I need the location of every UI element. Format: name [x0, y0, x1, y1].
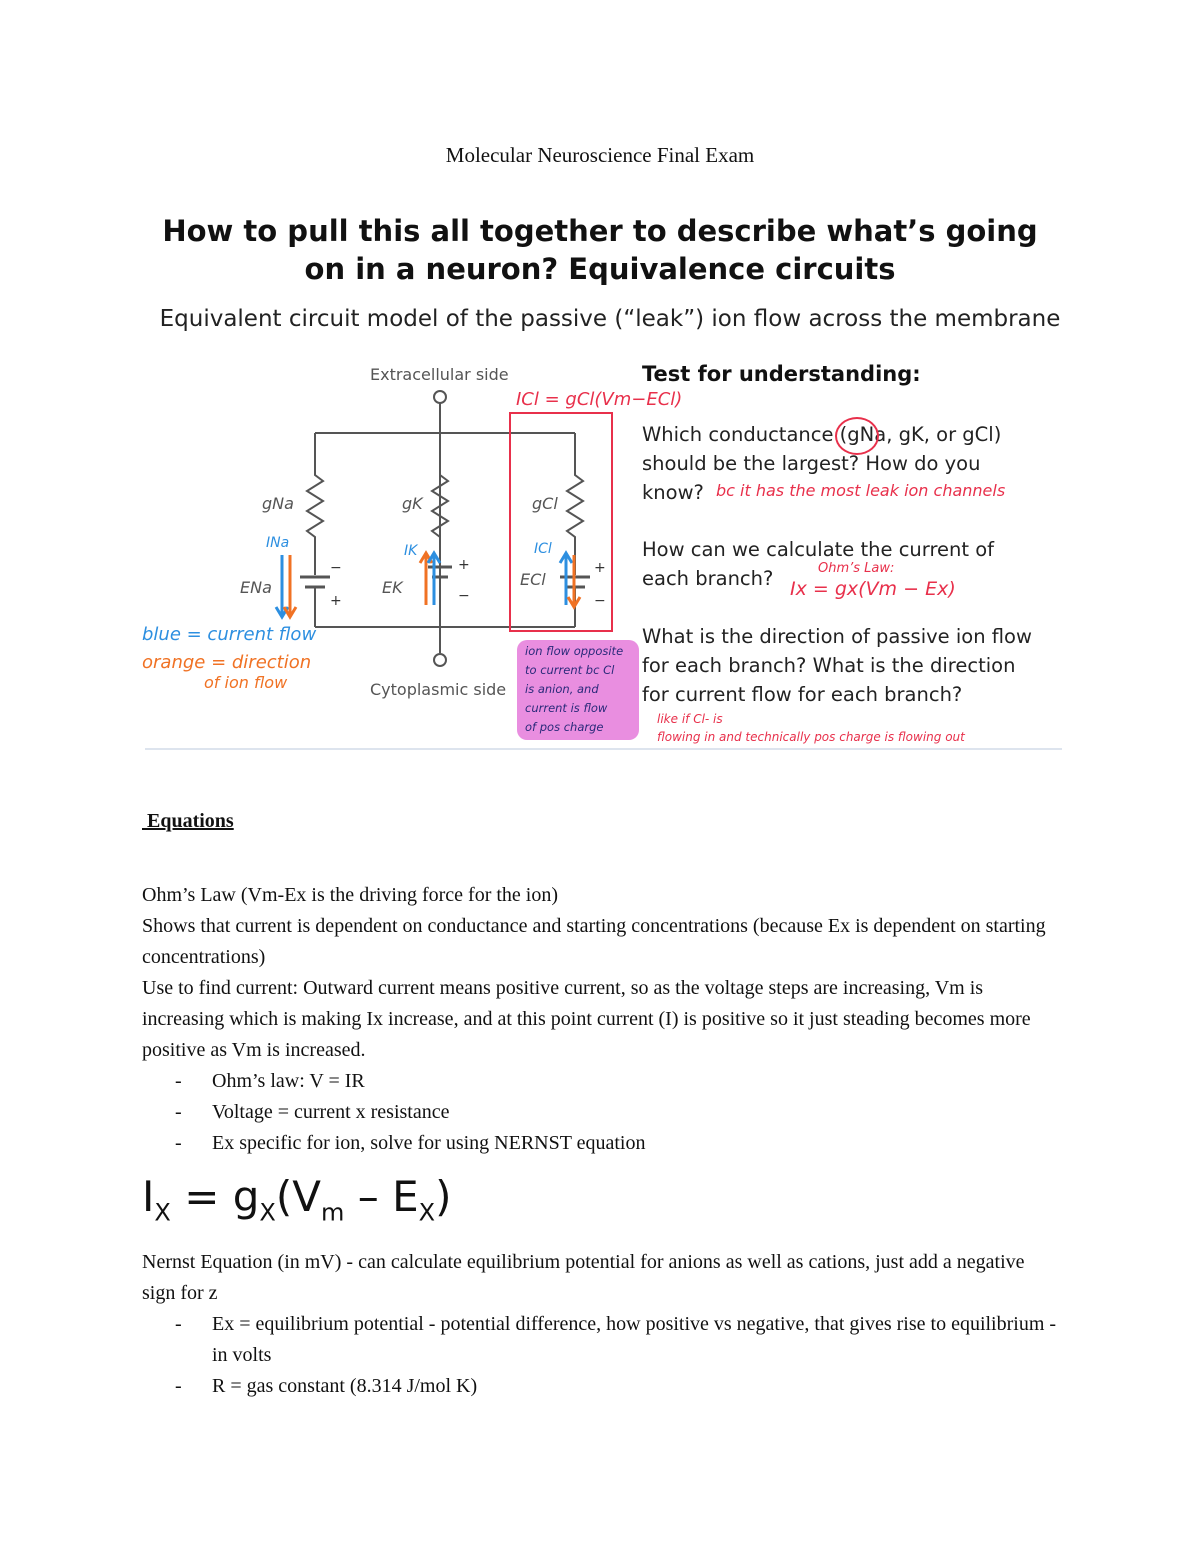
para-find-current: Use to find current: Outward current means positive current, so as the voltage steps are increasing, Vm is increasing which is making Ix increase, and at this point current (I) is positive so it just steading becomes more positive as Vm is increased. — [142, 977, 1031, 1061]
q2-line2: each branch? — [642, 567, 774, 590]
bottom-note-1: like if Cl- is — [657, 712, 723, 726]
q1-line1: Which conductance (gNa, gK, or gCl) — [642, 423, 1002, 446]
icl-label: ICl — [534, 541, 552, 557]
gcl-label: gCl — [532, 494, 558, 513]
resistor-cl — [567, 433, 583, 575]
icl-equation: ICl = gCl(Vm−ECl) — [516, 389, 683, 410]
top-terminal — [434, 391, 446, 403]
svg-text:+: + — [594, 560, 606, 576]
list-item: Voltage = current x resistance — [212, 1101, 450, 1123]
svg-text:−: − — [594, 593, 606, 609]
q1-answer: bc it has the most leak ion channels — [716, 481, 1006, 500]
cytoplasmic-label: Cytoplasmic side — [370, 680, 507, 699]
ohms-label: Ohm’s Law: — [818, 561, 895, 576]
test-heading: Test for understanding: — [642, 362, 921, 386]
list-item: Ex specific for ion, solve for using NERNST equation — [212, 1132, 646, 1154]
list-item: Ex = equilibrium potential - potential difference, how positive vs negative, that gives rise to equilibrium - in volts — [212, 1313, 1057, 1366]
slide-divider — [145, 748, 1062, 750]
slide-subtitle: Equivalent circuit model of the passive (“leak”) ion flow across the membrane — [159, 306, 1061, 332]
bottom-note-2: flowing in and technically pos charge is flowing out — [657, 730, 965, 744]
q1-line3: know? — [642, 481, 704, 504]
svg-text:−: − — [330, 560, 342, 576]
legend-blue: blue = current flow — [142, 624, 317, 645]
ecl-label: ECl — [520, 570, 546, 589]
document-header: Molecular Neuroscience Final Exam — [445, 143, 755, 167]
gna-label: gNa — [262, 494, 294, 513]
para-nernst: Nernst Equation (in mV) - can calculate equilibrium potential for anions as well as cations, just add a negative sign for z — [142, 1251, 1025, 1304]
svg-text:+: + — [330, 593, 342, 609]
q2-line1: How can we calculate the current of — [642, 538, 995, 561]
equations-heading: Equations — [142, 810, 234, 832]
legend-orange-1: orange = direction — [142, 652, 312, 673]
ohms-equation: Ix = gx(Vm − Ex) — [790, 578, 956, 600]
svg-text:+: + — [458, 557, 470, 573]
svg-text:−: − — [458, 588, 470, 604]
q3-line3: for current flow for each branch? — [642, 683, 963, 706]
para-ohms-law: Ohm’s Law (Vm-Ex is the driving force for the ion) — [142, 884, 559, 906]
extracellular-label: Extracellular side — [370, 365, 509, 384]
slide-title-line2: on in a neuron? Equivalence circuits — [304, 252, 896, 286]
gk-circle — [835, 417, 879, 455]
ohms-law-equation: $I_X = g_X(V_m - E_X)$ — [142, 1172, 452, 1227]
q3-line2: for each branch? What is the direction — [642, 654, 1016, 677]
ena-label: ENa — [240, 578, 272, 597]
list-item: Ohm’s law: V = IR — [212, 1070, 365, 1092]
ek-label: EK — [382, 578, 403, 597]
slide-title-line1: How to pull this all together to describe what’s going — [162, 214, 1038, 248]
resistor-na — [307, 433, 323, 575]
q1-line2: should be the largest? How do you — [642, 452, 981, 475]
q3-line1: What is the direction of passive ion flow — [642, 625, 1032, 648]
gk-label: gK — [402, 494, 423, 513]
list-item: R = gas constant (8.314 J/mol K) — [212, 1375, 478, 1397]
pink-note: ion flow opposite to current bc Cl is anion, and current is flow of pos charge — [517, 640, 639, 740]
bottom-terminal — [434, 654, 446, 666]
legend-orange-2: of ion flow — [204, 673, 288, 692]
ina-label: INa — [266, 535, 290, 551]
ik-label: IK — [404, 543, 418, 559]
para-dependence: Shows that current is dependent on conductance and starting concentrations (because Ex is dependent on starting concentrations) — [142, 915, 1046, 968]
